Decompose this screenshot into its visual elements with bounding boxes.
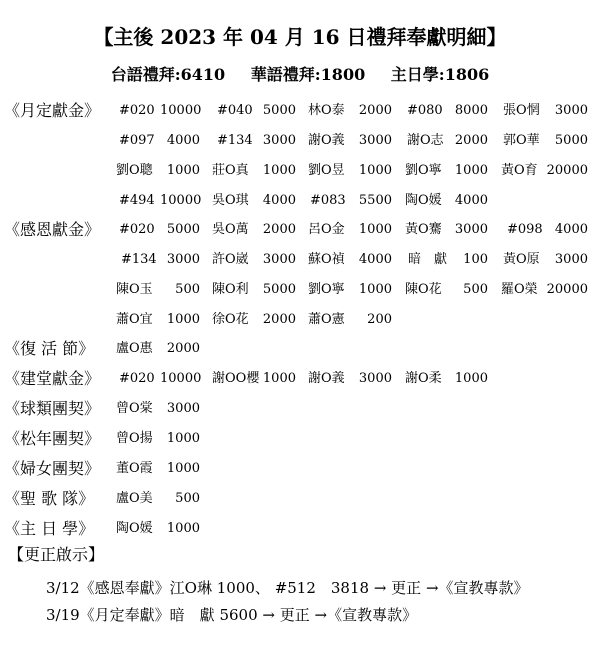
thanksgiving-offering-row-4 bbox=[0, 305, 600, 335]
sunday-school-count: 主日學:1806 bbox=[390, 65, 490, 84]
section-label-senior-fellowship: 《松年團契》 bbox=[4, 429, 101, 448]
donor-name: #097 bbox=[119, 133, 155, 148]
donation-amount: 2000 bbox=[262, 312, 296, 327]
donor-name: 呂O金 bbox=[308, 222, 345, 237]
donor-name: 曾O揚 bbox=[116, 431, 153, 446]
donation-amount: 5000 bbox=[262, 282, 296, 297]
section-label-easter: 《復 活 節》 bbox=[4, 339, 95, 358]
donor-name: 陳O玉 bbox=[116, 282, 153, 297]
donor-name: 陳O利 bbox=[212, 282, 249, 297]
taiwanese-worship-count: 台語禮拜:6410 bbox=[110, 65, 226, 84]
donation-amount: 3000 bbox=[262, 133, 296, 148]
donation-amount: 3000 bbox=[454, 222, 488, 237]
donation-amount: 1000 bbox=[166, 461, 200, 476]
donor-name: 盧O惠 bbox=[116, 341, 153, 356]
donor-name: 暗 獻 bbox=[408, 252, 448, 267]
donation-amount: 3000 bbox=[166, 252, 200, 267]
section-label-monthly: 《月定獻金》 bbox=[4, 101, 101, 120]
donor-name: 徐O花 bbox=[212, 312, 249, 327]
donor-name: 吳O琪 bbox=[212, 193, 249, 208]
donor-name: 謝O柔 bbox=[405, 371, 442, 386]
thanksgiving-offering-row-3 bbox=[0, 275, 600, 305]
thanksgiving-offering-row-1 bbox=[0, 215, 600, 245]
donation-amount: 1000 bbox=[358, 222, 392, 237]
donation-amount: 4000 bbox=[262, 193, 296, 208]
donation-amount: 1000 bbox=[358, 282, 392, 297]
donation-amount: 10000 bbox=[160, 193, 202, 208]
donation-amount: 1000 bbox=[454, 163, 488, 178]
donation-amount: 1000 bbox=[454, 371, 488, 386]
donor-name: 謝O義 bbox=[308, 371, 345, 386]
donation-amount: 1000 bbox=[262, 163, 296, 178]
donation-amount: 2000 bbox=[166, 341, 200, 356]
corrections-heading: 【更正啟示】 bbox=[8, 545, 105, 564]
donor-name: 董O霞 bbox=[116, 461, 153, 476]
donation-amount: 200 bbox=[367, 312, 392, 327]
donor-name: 盧O美 bbox=[116, 491, 153, 506]
donor-name: 莊O真 bbox=[212, 163, 249, 178]
donor-name: #080 bbox=[407, 103, 443, 118]
donor-name: #020 bbox=[119, 103, 155, 118]
section-label-ball-fellowship: 《球類團契》 bbox=[4, 399, 101, 418]
choir-row bbox=[0, 484, 600, 514]
donation-amount: 500 bbox=[175, 491, 200, 506]
donation-amount: 3000 bbox=[358, 133, 392, 148]
donation-amount: 3000 bbox=[262, 252, 296, 267]
donation-amount: 4000 bbox=[454, 193, 488, 208]
monthly-offering-row-4 bbox=[0, 186, 600, 216]
thanksgiving-offering-row-2 bbox=[0, 245, 600, 275]
donor-name: 陶O媛 bbox=[405, 193, 442, 208]
donation-amount: 8000 bbox=[454, 103, 488, 118]
donor-name: #083 bbox=[310, 193, 346, 208]
donation-amount: 1000 bbox=[262, 371, 296, 386]
donor-name: 張O惘 bbox=[503, 103, 540, 118]
donor-name: 陳O花 bbox=[405, 282, 442, 297]
donor-name: 黃O原 bbox=[503, 252, 540, 267]
donation-amount: 1000 bbox=[166, 312, 200, 327]
donor-name: 郭O華 bbox=[503, 133, 540, 148]
donation-amount: 1000 bbox=[166, 431, 200, 446]
donation-amount: 500 bbox=[463, 282, 488, 297]
donation-amount: 5500 bbox=[358, 193, 392, 208]
donor-name: 蘇O禎 bbox=[308, 252, 345, 267]
donation-amount: 10000 bbox=[160, 371, 202, 386]
attendance-summary bbox=[0, 64, 600, 86]
donation-amount: 4000 bbox=[358, 252, 392, 267]
donor-name: #098 bbox=[507, 222, 543, 237]
donation-amount: 3000 bbox=[554, 252, 588, 267]
donor-name: 蕭O憲 bbox=[308, 312, 345, 327]
section-label-choir: 《聖 歌 隊》 bbox=[4, 489, 95, 508]
page-title: 【主後 2023 年 04 月 16 日禮拜奉獻明細】 bbox=[93, 25, 507, 49]
donor-name: 陶O媛 bbox=[116, 521, 153, 536]
donation-amount: 3000 bbox=[166, 401, 200, 416]
donation-amount: 10000 bbox=[160, 103, 202, 118]
senior-fellowship-row bbox=[0, 424, 600, 454]
mandarin-worship-count: 華語禮拜:1800 bbox=[250, 65, 366, 84]
donation-amount: 100 bbox=[463, 252, 488, 267]
donation-amount: 3000 bbox=[554, 103, 588, 118]
correction-line: 3/12《感恩奉獻》江O琳 1000、 #512 3818 → 更正 →《宣教專款》 bbox=[46, 579, 529, 597]
donor-name: 黃O騫 bbox=[405, 222, 442, 237]
donor-name: #494 bbox=[119, 193, 155, 208]
donor-name: 劉O寧 bbox=[405, 163, 442, 178]
donation-amount: 20000 bbox=[546, 163, 588, 178]
donation-amount: 3000 bbox=[358, 371, 392, 386]
donor-name: 謝O志 bbox=[407, 133, 444, 148]
donation-amount: 20000 bbox=[546, 282, 588, 297]
donor-name: 曾O棠 bbox=[116, 401, 153, 416]
building-fund-row bbox=[0, 364, 600, 394]
sunday-school-row bbox=[0, 514, 600, 544]
ball-fellowship-row bbox=[0, 394, 600, 424]
donor-name: #020 bbox=[119, 222, 155, 237]
donation-amount: 1000 bbox=[166, 163, 200, 178]
donation-amount: 2000 bbox=[454, 133, 488, 148]
donation-amount: 4000 bbox=[166, 133, 200, 148]
donation-amount: 5000 bbox=[554, 133, 588, 148]
section-label-women-fellowship: 《婦女團契》 bbox=[4, 459, 101, 478]
donor-name: #134 bbox=[121, 252, 157, 267]
donor-name: 謝OO櫻 bbox=[212, 371, 260, 386]
donation-amount: 4000 bbox=[554, 222, 588, 237]
donation-amount: 2000 bbox=[358, 103, 392, 118]
section-label-building-fund: 《建堂獻金》 bbox=[4, 369, 101, 388]
donor-name: 謝O義 bbox=[308, 133, 345, 148]
donation-amount: 2000 bbox=[262, 222, 296, 237]
donation-amount: 1000 bbox=[358, 163, 392, 178]
donation-amount: 5000 bbox=[262, 103, 296, 118]
donor-name: 吳O萬 bbox=[212, 222, 249, 237]
monthly-offering-row-1 bbox=[0, 96, 600, 126]
women-fellowship-row bbox=[0, 454, 600, 484]
donor-name: 蕭O宜 bbox=[116, 312, 153, 327]
donor-name: 林O泰 bbox=[308, 103, 345, 118]
donor-name: 許O崴 bbox=[212, 252, 249, 267]
correction-line: 3/19《月定奉獻》暗 獻 5600 → 更正 →《宣教專款》 bbox=[46, 606, 418, 624]
easter-offering-row bbox=[0, 334, 600, 364]
donor-name: #134 bbox=[217, 133, 253, 148]
donor-name: 劉O聰 bbox=[116, 163, 153, 178]
donor-name: 劉O寧 bbox=[308, 282, 345, 297]
donor-name: 黃O育 bbox=[501, 163, 538, 178]
donor-name: 羅O榮 bbox=[501, 282, 538, 297]
donation-amount: 500 bbox=[175, 282, 200, 297]
donor-name: #020 bbox=[119, 371, 155, 386]
donation-amount: 1000 bbox=[166, 521, 200, 536]
donor-name: #040 bbox=[217, 103, 253, 118]
monthly-offering-row-2 bbox=[0, 126, 600, 156]
monthly-offering-row-3 bbox=[0, 156, 600, 186]
donor-name: 劉O昱 bbox=[308, 163, 345, 178]
section-label-thanksgiving: 《感恩獻金》 bbox=[4, 220, 101, 239]
donation-amount: 5000 bbox=[166, 222, 200, 237]
section-label-sunday-school: 《主 日 學》 bbox=[4, 519, 95, 538]
